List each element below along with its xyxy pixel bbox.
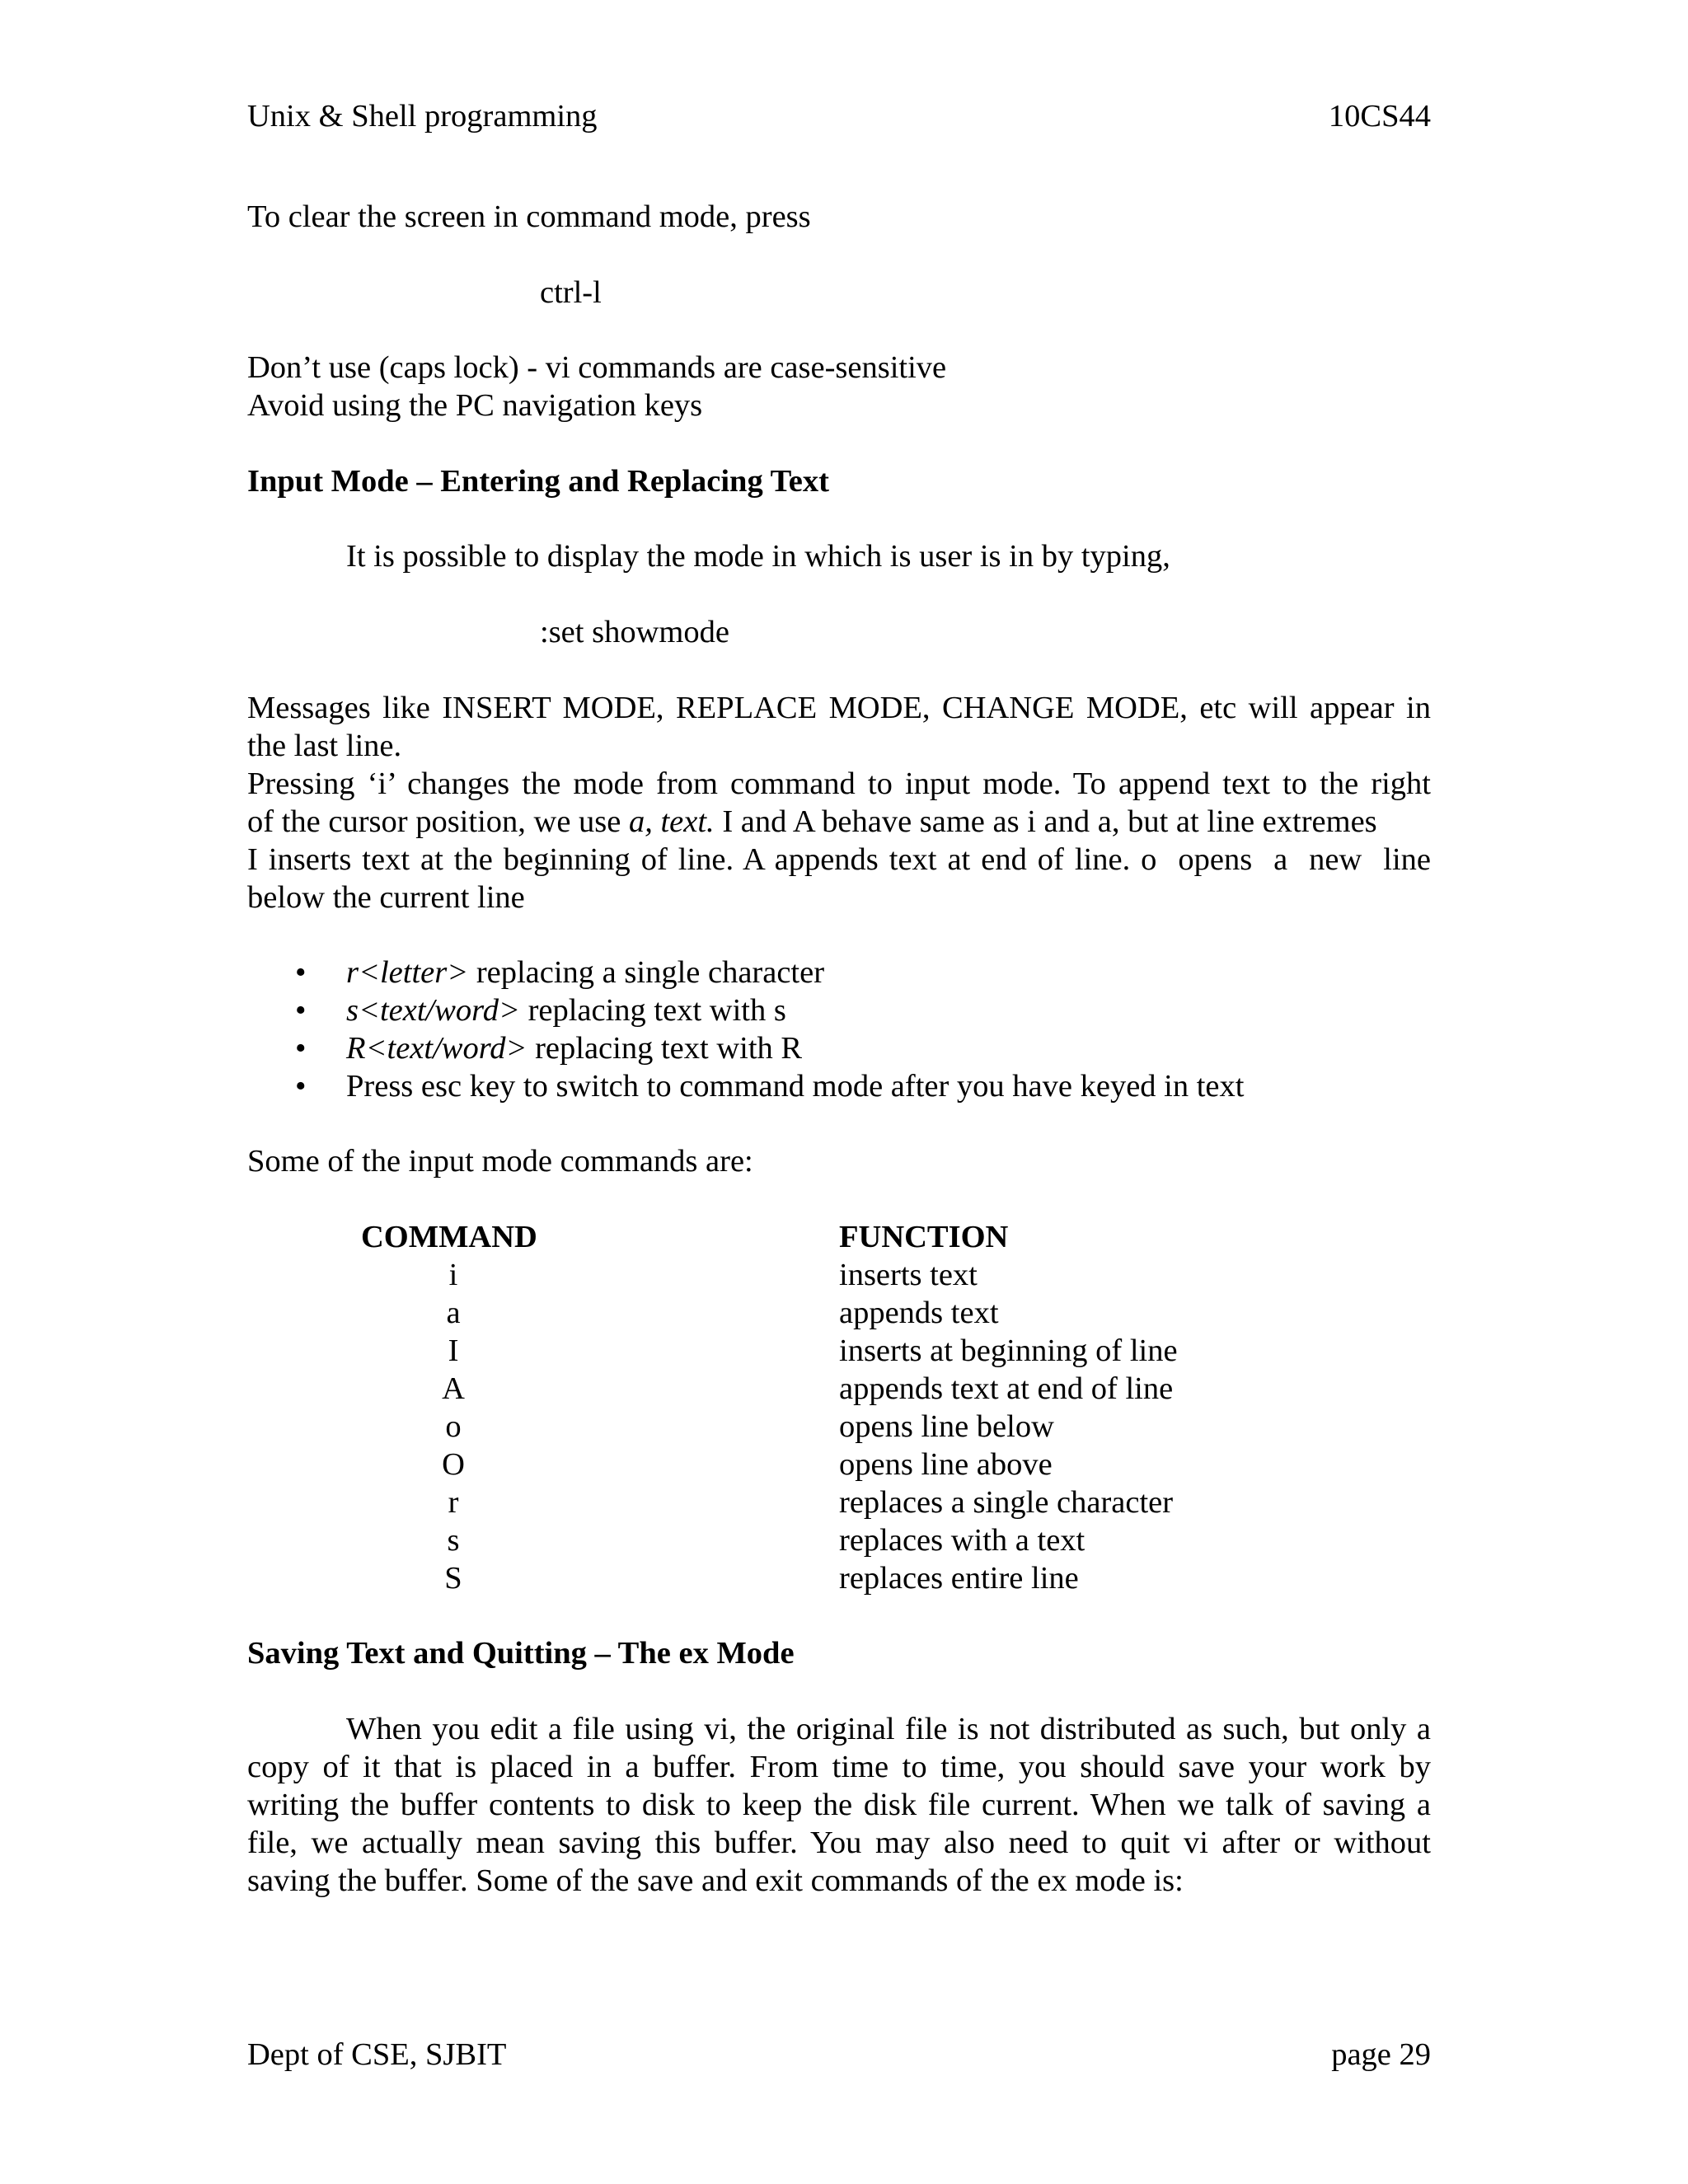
paragraph-text: of the cursor position, we use: [247, 804, 621, 839]
bullet-code: r<letter>: [346, 955, 469, 990]
bullet-item: [346, 991, 786, 1029]
bullet-marker: •: [295, 993, 307, 1028]
bullet-text: replacing text with R: [527, 1031, 803, 1066]
footer-page-number: page 29: [1331, 2037, 1431, 2072]
paragraph-line: file, we actually mean saving this buffer. You may also need to quit vi after or without: [247, 1825, 1431, 1860]
command-key: r: [448, 1485, 459, 1520]
paragraph-line: When you edit a file using vi, the original file is not distributed as such, but only a: [346, 1712, 1431, 1746]
command-function: opens line below: [839, 1409, 1054, 1444]
header-title: Unix & Shell programming: [247, 99, 598, 134]
clear-screen-key: ctrl-l: [540, 275, 602, 310]
bullet-marker: •: [295, 1069, 307, 1104]
table-header-command: COMMAND: [361, 1220, 537, 1254]
bullet-item: [346, 1067, 1244, 1105]
paragraph-line: saving the buffer. Some of the save and exit commands of the ex mode is:: [247, 1863, 1184, 1898]
paragraph-line: Messages like INSERT MODE, REPLACE MODE, CHANGE MODE, etc will appear in: [247, 691, 1431, 725]
paragraph-line: [247, 803, 1431, 841]
italic-term: a, text.: [628, 804, 715, 839]
bullet-code: s<text/word>: [346, 993, 520, 1028]
bullet-text: Press esc key to switch to command mode after you have keyed in text: [346, 1069, 1245, 1104]
clear-screen-text: To clear the screen in command mode, press: [247, 199, 811, 234]
command-key: s: [447, 1523, 460, 1558]
input-mode-heading: Input Mode – Entering and Replacing Text: [247, 464, 829, 499]
ex-mode-paragraph: [247, 1710, 1431, 1900]
ex-mode-heading: Saving Text and Quitting – The ex Mode: [247, 1636, 795, 1671]
command-function: inserts text: [839, 1258, 978, 1292]
command-key: I: [448, 1333, 459, 1368]
bullet-marker: •: [295, 1031, 307, 1066]
paragraph-line: Pressing ‘i’ changes the mode from command to input mode. To append text to the right: [247, 766, 1431, 801]
bullet-item: [346, 954, 824, 991]
paragraph-line: I inserts text at the beginning of line. A appends text at end of line. o opens a new line: [247, 842, 1431, 877]
command-function: replaces a single character: [839, 1485, 1174, 1520]
command-function: replaces entire line: [839, 1561, 1079, 1596]
input-mode-intro: It is possible to display the mode in which is user is in by typing,: [346, 539, 1170, 574]
header-course-code: 10CS44: [1328, 99, 1431, 134]
bullet-marker: •: [295, 955, 307, 990]
command-function: appends text: [839, 1296, 999, 1330]
paragraph-text: I and A behave same as i and a, but at line extremes: [722, 804, 1377, 839]
bullet-text: replacing a single character: [468, 955, 825, 990]
command-function: appends text at end of line: [839, 1371, 1174, 1406]
bullet-item: [346, 1029, 802, 1067]
commands-intro: Some of the input mode commands are:: [247, 1144, 753, 1179]
command-key: i: [448, 1258, 458, 1292]
paragraph-line: below the current line: [247, 880, 525, 915]
footer-department: Dept of CSE, SJBIT: [247, 2037, 507, 2072]
warning-caps-lock: Don’t use (caps lock) - vi commands are case-sensitive: [247, 350, 947, 385]
command-function: inserts at beginning of line: [839, 1333, 1178, 1368]
command-key: o: [445, 1409, 462, 1444]
paragraph-line: writing the buffer contents to disk to keep the disk file current. When we talk of saving a: [247, 1788, 1431, 1822]
paragraph-line: the last line.: [247, 729, 402, 763]
bullet-code: R<text/word>: [346, 1031, 528, 1066]
command-function: replaces with a text: [839, 1523, 1085, 1558]
input-mode-paragraph: [247, 689, 1431, 916]
command-key: a: [446, 1296, 461, 1330]
command-function: opens line above: [839, 1447, 1053, 1482]
showmode-command: :set showmode: [540, 615, 729, 649]
command-key: O: [442, 1447, 465, 1482]
command-key: S: [444, 1561, 462, 1596]
paragraph-line: copy of it that is placed in a buffer. From time to time, you should save your work by: [247, 1750, 1431, 1784]
command-key: A: [442, 1371, 465, 1406]
bullet-text: replacing text with s: [519, 993, 786, 1028]
table-header-function: FUNCTION: [839, 1220, 1009, 1254]
warning-nav-keys: Avoid using the PC navigation keys: [247, 388, 703, 423]
